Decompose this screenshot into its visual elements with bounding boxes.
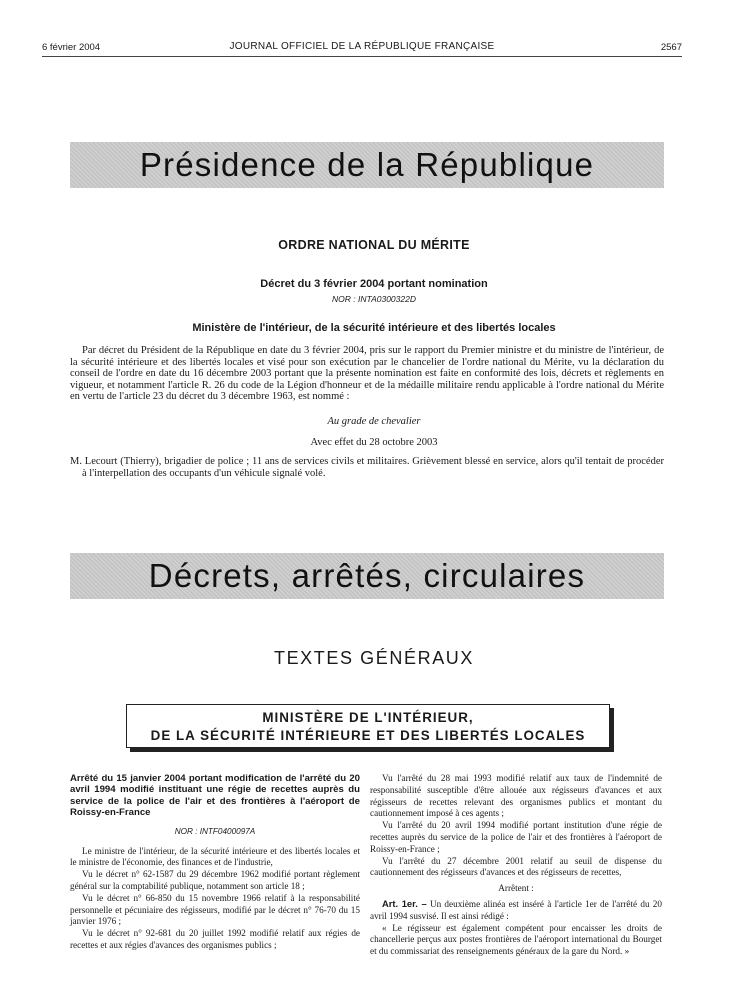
header-journal-title: JOURNAL OFFICIEL DE LA RÉPUBLIQUE FRANÇAISE	[229, 41, 495, 52]
article-text: Un deuxième alinéa est inséré à l'article 1er de l'arrêté du 20 avril 1994 susvisé. Il est ainsi rédigé :	[370, 898, 662, 921]
right-column	[370, 773, 662, 958]
ministry-box	[126, 704, 610, 748]
ministry-box-line1: MINISTÈRE DE L'INTÉRIEUR,	[262, 710, 474, 725]
nominee-entry: M. Lecourt (Thierry), brigadier de police ; 11 ans de services civils et militaires. Grièvement blessé en service, alors qu'il tentait de procéder à l'interpellation des occupants d'un véhicule signalé volé.	[70, 456, 664, 479]
arrete-nor: NOR : INTF0400097A	[174, 826, 256, 836]
banner-title: Décrets, arrêtés, circulaires	[148, 557, 586, 594]
decree-paragraph: Par décret du Président de la République en date du 3 février 2004, pris sur le rapport du Premier ministre et du ministre de l'intérieur, de la sécurité intérieure et des libertés locales et visé pour son exécution par le chancelier de l'ordre national du Mérite, vu la déclaration du conseil de l'ordre en date du 16 décembre 2003 portant que la présente nomination est faite en conformité des lois, décrets et règlements en vigueur, et notamment l'article R. 26 du code de la Légion d'honneur et de la médaille militaire rendu applicable à l'ordre national du Mérite en vertu de l'article 23 du décret du 3 décembre 1963, est nommé :	[70, 345, 664, 403]
effect-date: Avec effet du 28 octobre 2003	[310, 437, 438, 448]
banner-title: Présidence de la République	[139, 146, 595, 183]
ministry-box-line2: DE LA SÉCURITÉ INTÉRIEURE ET DES LIBERTÉS LOCALES	[150, 728, 586, 743]
article-1	[370, 898, 662, 923]
left-column	[70, 773, 360, 952]
decree-title: Décret du 3 février 2004 portant nomination	[260, 278, 488, 290]
page-header	[42, 40, 682, 57]
right-paragraph: Vu l'arrêté du 28 mai 1993 modifié relatif aux taux de l'indemnité de responsabilité susceptible d'être allouée aux régisseurs d'avances et aux régisseurs de recettes relevant des organismes publics et montant du cautionnement imposé à ces agents ;	[370, 773, 662, 819]
right-paragraph: Vu l'arrêté du 27 décembre 2001 relatif au seuil de dispense du cautionnement des régisseurs d'avances et des régisseurs de recettes,	[370, 855, 662, 878]
section-banner-decrets	[70, 553, 664, 599]
article-label: Art. 1er. –	[382, 897, 427, 909]
arretent-label: Arrêtent :	[498, 883, 534, 894]
left-paragraph: Le ministre de l'intérieur, de la sécurité intérieure et des libertés locales et le ministre de l'économie, des finances et de l'industrie,	[70, 845, 360, 868]
left-column-text	[70, 846, 360, 952]
textes-generaux-heading: TEXTES GÉNÉRAUX	[273, 648, 475, 668]
grade-label: Au grade de chevalier	[327, 416, 421, 427]
arrete-title: Arrêté du 15 janvier 2004 portant modification de l'arrêté du 20 avril 1994 modifié instituant une régie de recettes auprès du service de la police de l'air et des frontières à l'aéroport de Roissy-en-France	[70, 773, 360, 819]
left-paragraph: Vu le décret n° 92-681 du 20 juillet 1992 modifié relatif aux régies de recettes et aux régies d'avances des organismes publics ;	[70, 928, 360, 950]
header-date: 6 février 2004	[42, 42, 101, 53]
order-title: ORDRE NATIONAL DU MÉRITE	[278, 238, 470, 252]
right-paragraph: Vu l'arrêté du 20 avril 1994 modifié portant institution d'une régie de recettes auprès du service de la police de l'air et des frontières à l'aéroport de Roissy-en-France ;	[370, 820, 662, 854]
right-paragraph: « Le régisseur est également compétent pour encaisser les droits de chancellerie perçus aux postes frontières de l'aéroport international du Bourget et du commissariat des renseignements généraux de la gare du Nord. »	[370, 922, 662, 957]
header-page-number: 2567	[660, 42, 682, 53]
decree-nor: NOR : INTA0300322D	[332, 294, 416, 304]
left-paragraph: Vu le décret n° 66-850 du 15 novembre 1966 relatif à la responsabilité personnelle et pécuniaire des régisseurs, modifié par le décret n° 76-70 du 15 janvier 1976 ;	[70, 892, 360, 927]
section-banner-presidence	[70, 142, 664, 188]
ministry-title: Ministère de l'intérieur, de la sécurité intérieure et des libertés locales	[192, 322, 556, 334]
left-paragraph: Vu le décret n° 62-1587 du 29 décembre 1962 modifié portant règlement général sur la comptabilité publique, notamment son article 18 ;	[70, 869, 360, 892]
